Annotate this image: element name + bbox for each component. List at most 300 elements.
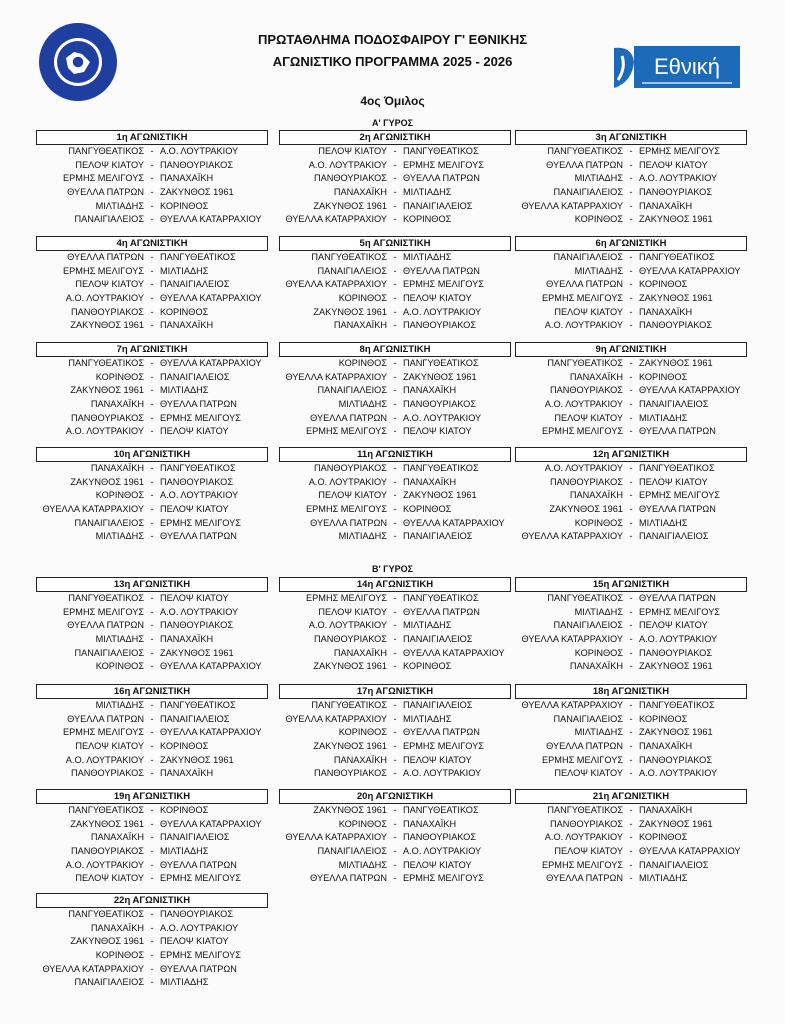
fixture-separator: - — [629, 661, 633, 672]
home-team: ΠΑΝΓΥΘΕΑΤΙΚΟΣ — [547, 805, 623, 815]
away-team: ΜΙΛΤΙΑΔΗΣ — [639, 412, 688, 423]
fixture-separator: - — [393, 517, 397, 528]
away-team: ΠΑΝΓΥΘΕΑΤΙΚΟΣ — [403, 593, 479, 603]
fixture-row — [515, 384, 747, 398]
matchday-block — [36, 236, 268, 333]
home-team: ΠΑΝΑΙΓΙΑΛΕΙΟΣ — [553, 713, 623, 724]
home-team: ΠΑΝΑΙΓΙΑΛΕΙΟΣ — [74, 977, 144, 988]
away-team: ΠΑΝΑΙΓΙΑΛΕΙΟΣ — [639, 399, 709, 410]
home-team: ΚΟΡΙΝΘΟΣ — [574, 517, 623, 528]
home-team: ΠΕΛΟΨ ΚΙΑΤΟΥ — [75, 741, 144, 752]
away-team: ΜΙΛΤΙΑΔΗΣ — [160, 977, 209, 988]
home-team: ΠΕΛΟΨ ΚΙΑΤΟΥ — [554, 768, 623, 779]
away-team: ΜΙΛΤΙΑΔΗΣ — [160, 265, 209, 276]
fixture-row — [36, 278, 268, 292]
away-team: ΘΥΕΛΛΑ ΚΑΤΑΡΡΑΧΙΟΥ — [160, 293, 262, 304]
matchday-block — [279, 577, 511, 674]
matchday-title: 16η ΑΓΩΝΙΣΤΙΚΗ — [36, 684, 268, 699]
fixture-separator: - — [150, 412, 154, 423]
fixture-row — [36, 804, 268, 818]
fixture-separator: - — [150, 754, 154, 765]
fixture-row — [515, 357, 747, 371]
away-team: ΚΟΡΙΝΘΟΣ — [403, 661, 452, 672]
home-team: ΠΑΝΓΥΘΕΑΤΙΚΟΣ — [68, 146, 144, 156]
away-team: ΚΟΡΙΝΘΟΣ — [639, 279, 688, 290]
fixture-separator: - — [150, 159, 154, 170]
home-team: ΜΙΛΤΙΑΔΗΣ — [338, 531, 387, 542]
matchday-title: 10η ΑΓΩΝΙΣΤΙΚΗ — [36, 447, 268, 462]
fixture-row — [36, 306, 268, 320]
round-label-first: Α' ΓΥΡΟΣ — [372, 118, 413, 128]
fixture-row — [36, 949, 268, 963]
home-team: ΠΑΝΑΙΓΙΑΛΕΙΟΣ — [74, 214, 144, 225]
matchday-block — [279, 447, 511, 544]
fixture-row — [279, 265, 511, 279]
fixture-separator: - — [150, 873, 154, 884]
fixture-row — [515, 371, 747, 385]
home-team: ΠΑΝΘΟΥΡΙΑΚΟΣ — [313, 173, 387, 184]
home-team: ΠΑΝΑΙΓΙΑΛΕΙΟΣ — [74, 647, 144, 658]
fixture-row — [279, 530, 511, 544]
home-team: ΠΑΝΑΧΑΪΚΗ — [90, 832, 144, 843]
fixture-row — [36, 213, 268, 227]
home-team: Α.Ο. ΛΟΥΤΡΑΚΙΟΥ — [544, 399, 623, 410]
page-title: ΠΡΩΤΑΘΛΗΜΑ ΠΟΔΟΣΦΑΙΡΟΥ Γ' ΕΘΝΙΚΗΣ — [257, 32, 528, 47]
fixture-row — [36, 818, 268, 832]
home-team: ΠΑΝΑΧΑΪΚΗ — [569, 490, 623, 501]
fixture-row — [515, 200, 747, 214]
fixture-separator: - — [150, 977, 154, 988]
fixture-row — [279, 251, 511, 265]
home-team: ΖΑΚΥΝΘΟΣ 1961 — [70, 818, 144, 829]
home-team: ΠΕΛΟΨ ΚΙΑΤΟΥ — [75, 279, 144, 290]
fixture-separator: - — [393, 531, 397, 542]
fixture-row — [515, 699, 747, 713]
fixture-separator: - — [393, 293, 397, 304]
home-team: ΚΟΡΙΝΘΟΣ — [95, 661, 144, 672]
away-team: ΠΑΝΘΟΥΡΙΑΚΟΣ — [160, 620, 234, 631]
matchday-block — [515, 577, 747, 674]
fixture-separator: - — [629, 713, 633, 724]
away-team: ΚΟΡΙΝΘΟΣ — [160, 306, 209, 317]
home-team: ΠΑΝΘΟΥΡΙΑΚΟΣ — [313, 463, 387, 473]
home-team: ΘΥΕΛΛΑ ΠΑΤΡΩΝ — [546, 741, 623, 752]
away-team: ΠΑΝΑΙΓΙΑΛΕΙΟΣ — [639, 859, 709, 870]
fixture-separator: - — [629, 593, 633, 603]
away-team: ΠΑΝΓΥΘΕΑΤΙΚΟΣ — [639, 252, 715, 262]
home-team: ΘΥΕΛΛΑ ΚΑΤΑΡΡΑΧΙΟΥ — [285, 832, 387, 843]
fixture-row — [515, 306, 747, 320]
away-team: ΖΑΚΥΝΘΟΣ 1961 — [639, 293, 713, 304]
away-team: ΠΑΝΑΧΑΪΚΗ — [160, 173, 214, 184]
fixture-row — [279, 213, 511, 227]
home-team: ΚΟΡΙΝΘΟΣ — [95, 950, 144, 961]
matchday-title: 20η ΑΓΩΝΙΣΤΙΚΗ — [279, 789, 511, 804]
away-team: ΜΙΛΤΙΑΔΗΣ — [160, 385, 209, 396]
home-team: Α.Ο. ΛΟΥΤΡΑΚΙΟΥ — [65, 859, 144, 870]
away-team: ΠΑΝΘΟΥΡΙΑΚΟΣ — [639, 187, 713, 198]
fixture-separator: - — [629, 531, 633, 542]
home-team: ΠΑΝΓΥΘΕΑΤΙΚΟΣ — [68, 593, 144, 603]
fixture-separator: - — [629, 293, 633, 304]
fixture-separator: - — [150, 936, 154, 947]
fixture-row — [36, 517, 268, 531]
fixture-separator: - — [393, 634, 397, 645]
fixture-row — [279, 384, 511, 398]
away-team: ΠΕΛΟΨ ΚΙΑΤΟΥ — [160, 593, 229, 603]
away-team: ΖΑΚΥΝΘΟΣ 1961 — [160, 647, 234, 658]
fixture-separator: - — [150, 950, 154, 961]
matchday-title: 17η ΑΓΩΝΙΣΤΙΚΗ — [279, 684, 511, 699]
fixture-row — [279, 831, 511, 845]
away-team: ΕΡΜΗΣ ΜΕΛΙΓΟΥΣ — [639, 606, 720, 617]
away-team: ΘΥΕΛΛΑ ΚΑΤΑΡΡΑΧΙΟΥ — [403, 647, 505, 658]
fixture-row — [279, 159, 511, 173]
home-team: ΠΕΛΟΨ ΚΙΑΤΟΥ — [75, 159, 144, 170]
fixture-separator: - — [629, 187, 633, 198]
home-team: ΖΑΚΥΝΘΟΣ 1961 — [70, 320, 144, 331]
away-team: ΠΑΝΓΥΘΕΑΤΙΚΟΣ — [639, 463, 715, 473]
home-team: ΕΡΜΗΣ ΜΕΛΙΓΟΥΣ — [542, 859, 623, 870]
away-team: ΘΥΕΛΛΑ ΚΑΤΑΡΡΑΧΙΟΥ — [639, 846, 741, 857]
matchday-block — [515, 130, 747, 227]
fixture-separator: - — [393, 661, 397, 672]
matchday-block — [515, 447, 747, 544]
matchday-block — [36, 789, 268, 886]
fixture-row — [36, 186, 268, 200]
matchday-title: 14η ΑΓΩΝΙΣΤΙΚΗ — [279, 577, 511, 592]
fixture-separator: - — [150, 293, 154, 304]
fixture-separator: - — [150, 846, 154, 857]
away-team: ΠΑΝΘΟΥΡΙΑΚΟΣ — [403, 320, 477, 331]
away-team: Α.Ο. ΛΟΥΤΡΑΚΙΟΥ — [160, 922, 239, 933]
fixture-row — [279, 503, 511, 517]
away-team: Α.Ο. ΛΟΥΤΡΑΚΙΟΥ — [403, 846, 482, 857]
fixture-row — [279, 845, 511, 859]
fixture-separator: - — [150, 531, 154, 542]
away-team: ΜΙΛΤΙΑΔΗΣ — [403, 187, 452, 198]
matchday-title: 8η ΑΓΩΝΙΣΤΙΚΗ — [279, 342, 511, 357]
fixture-row — [279, 145, 511, 159]
fixture-separator: - — [150, 634, 154, 645]
fixture-row — [36, 412, 268, 426]
home-team: ΠΑΝΓΥΘΕΑΤΙΚΟΣ — [547, 593, 623, 603]
fixture-separator: - — [150, 399, 154, 410]
fixture-separator: - — [629, 200, 633, 211]
home-team: ΖΑΚΥΝΘΟΣ 1961 — [313, 306, 387, 317]
home-team: ΕΡΜΗΣ ΜΕΛΙΓΟΥΣ — [542, 293, 623, 304]
away-team: ΘΥΕΛΛΑ ΠΑΤΡΩΝ — [160, 963, 237, 974]
ethniki-logo-text: Εθνική — [653, 54, 721, 79]
fixture-separator: - — [150, 426, 154, 437]
home-team: ΕΡΜΗΣ ΜΕΛΙΓΟΥΣ — [63, 265, 144, 276]
home-team: Α.Ο. ΛΟΥΤΡΑΚΙΟΥ — [544, 320, 623, 331]
home-team: ΠΑΝΑΧΑΪΚΗ — [569, 661, 623, 672]
away-team: ΘΥΕΛΛΑ ΚΑΤΑΡΡΑΧΙΟΥ — [639, 265, 741, 276]
home-team: ΘΥΕΛΛΑ ΚΑΤΑΡΡΑΧΙΟΥ — [42, 963, 144, 974]
fixture-separator: - — [393, 832, 397, 843]
away-team: ΠΑΝΘΟΥΡΙΑΚΟΣ — [403, 832, 477, 843]
fixture-separator: - — [629, 173, 633, 184]
away-team: ΜΙΛΤΙΑΔΗΣ — [403, 713, 452, 724]
fixture-separator: - — [629, 634, 633, 645]
home-team: ΠΑΝΑΙΓΙΑΛΕΙΟΣ — [74, 517, 144, 528]
home-team: ΘΥΕΛΛΑ ΠΑΤΡΩΝ — [546, 279, 623, 290]
fixture-separator: - — [393, 279, 397, 290]
home-team: ΠΑΝΘΟΥΡΙΑΚΟΣ — [549, 385, 623, 396]
fixture-row — [515, 278, 747, 292]
fixture-row — [279, 278, 511, 292]
fixture-separator: - — [393, 412, 397, 423]
fixture-row — [279, 517, 511, 531]
fixture-row — [279, 818, 511, 832]
fixture-row — [515, 489, 747, 503]
home-team: ΠΑΝΑΧΑΪΚΗ — [90, 463, 144, 473]
away-team: ΜΙΛΤΙΑΔΗΣ — [403, 620, 452, 631]
home-team: ΜΙΛΤΙΑΔΗΣ — [574, 727, 623, 738]
fixture-row — [515, 503, 747, 517]
fixture-separator: - — [393, 873, 397, 884]
away-team: ΖΑΚΥΝΘΟΣ 1961 — [639, 358, 713, 368]
fixture-row — [515, 872, 747, 886]
home-team: ΠΑΝΘΟΥΡΙΑΚΟΣ — [70, 412, 144, 423]
away-team: ΕΡΜΗΣ ΜΕΛΙΓΟΥΣ — [160, 517, 241, 528]
away-team: ΠΑΝΓΥΘΕΑΤΙΚΟΣ — [403, 805, 479, 815]
fixture-separator: - — [629, 385, 633, 396]
fixture-row — [279, 754, 511, 768]
fixture-separator: - — [150, 200, 154, 211]
fixture-separator: - — [629, 768, 633, 779]
away-team: ΠΕΛΟΨ ΚΙΑΤΟΥ — [403, 426, 472, 437]
fixture-separator: - — [150, 727, 154, 738]
fixture-row — [36, 592, 268, 606]
fixture-separator: - — [629, 490, 633, 501]
fixture-row — [36, 398, 268, 412]
away-team: ΠΑΝΓΥΘΕΑΤΙΚΟΣ — [403, 358, 479, 368]
fixture-row — [279, 592, 511, 606]
home-team: ΠΑΝΓΥΘΕΑΤΙΚΟΣ — [68, 909, 144, 919]
home-team: ΕΡΜΗΣ ΜΕΛΙΓΟΥΣ — [306, 593, 387, 603]
home-team: ΘΥΕΛΛΑ ΠΑΤΡΩΝ — [546, 159, 623, 170]
fixture-separator: - — [150, 476, 154, 487]
matchday-block — [279, 236, 511, 333]
away-team: Α.Ο. ΛΟΥΤΡΑΚΙΟΥ — [403, 306, 482, 317]
fixture-row — [36, 292, 268, 306]
away-team: ΘΥΕΛΛΑ ΠΑΤΡΩΝ — [403, 606, 480, 617]
fixture-separator: - — [393, 504, 397, 515]
home-team: ΘΥΕΛΛΑ ΠΑΤΡΩΝ — [310, 412, 387, 423]
fixture-separator: - — [629, 358, 633, 368]
fixture-row — [279, 726, 511, 740]
fixture-separator: - — [629, 214, 633, 225]
fixture-separator: - — [393, 754, 397, 765]
away-team: ΘΥΕΛΛΑ ΠΑΤΡΩΝ — [403, 173, 480, 184]
fixture-separator: - — [150, 859, 154, 870]
fixture-separator: - — [150, 768, 154, 779]
away-team: ΖΑΚΥΝΘΟΣ 1961 — [160, 754, 234, 765]
fixture-row — [36, 633, 268, 647]
fixture-separator: - — [393, 768, 397, 779]
away-team: Α.Ο. ΛΟΥΤΡΑΚΙΟΥ — [160, 490, 239, 501]
home-team: ΠΑΝΑΧΑΪΚΗ — [333, 647, 387, 658]
fixture-row — [515, 265, 747, 279]
home-team: ΘΥΕΛΛΑ ΚΑΤΑΡΡΑΧΙΟΥ — [521, 200, 623, 211]
away-team: ΘΥΕΛΛΑ ΚΑΤΑΡΡΑΧΙΟΥ — [160, 214, 262, 225]
home-team: ΠΑΝΓΥΘΕΑΤΙΚΟΣ — [68, 358, 144, 368]
home-team: ΚΟΡΙΝΘΟΣ — [574, 647, 623, 658]
fixture-row — [515, 186, 747, 200]
away-team: ΠΑΝΑΧΑΪΚΗ — [639, 306, 693, 317]
home-team: ΜΙΛΤΙΑΔΗΣ — [95, 634, 144, 645]
fixture-separator: - — [393, 358, 397, 368]
fixture-separator: - — [393, 371, 397, 382]
fixture-separator: - — [150, 818, 154, 829]
fixture-separator: - — [629, 306, 633, 317]
fixture-row — [279, 489, 511, 503]
fixture-row — [279, 292, 511, 306]
fixture-row — [279, 804, 511, 818]
matchday-title: 13η ΑΓΩΝΙΣΤΙΚΗ — [36, 577, 268, 592]
away-team: ΘΥΕΛΛΑ ΠΑΤΡΩΝ — [639, 426, 716, 437]
home-team: ΖΑΚΥΝΘΟΣ 1961 — [70, 476, 144, 487]
home-team: ΘΥΕΛΛΑ ΠΑΤΡΩΝ — [310, 873, 387, 884]
home-team: ΠΑΝΓΥΘΕΑΤΙΚΟΣ — [311, 700, 387, 710]
fixture-row — [515, 804, 747, 818]
fixture-row — [36, 726, 268, 740]
fixture-separator: - — [629, 320, 633, 331]
away-team: ΕΡΜΗΣ ΜΕΛΙΓΟΥΣ — [403, 159, 484, 170]
matchday-title: 6η ΑΓΩΝΙΣΤΙΚΗ — [515, 236, 747, 251]
fixture-separator: - — [629, 412, 633, 423]
away-team: ΘΥΕΛΛΑ ΚΑΤΑΡΡΑΧΙΟΥ — [160, 661, 262, 672]
away-team: ΜΙΛΤΙΑΔΗΣ — [639, 873, 688, 884]
fixture-row — [515, 159, 747, 173]
home-team: ΠΑΝΓΥΘΕΑΤΙΚΟΣ — [547, 146, 623, 156]
away-team: ΘΥΕΛΛΑ ΠΑΤΡΩΝ — [403, 265, 480, 276]
fixture-row — [279, 306, 511, 320]
away-team: ΚΟΡΙΝΘΟΣ — [403, 504, 452, 515]
fixture-row — [515, 713, 747, 727]
matchday-block — [279, 342, 511, 439]
home-team: ΠΑΝΘΟΥΡΙΑΚΟΣ — [70, 846, 144, 857]
away-team: ΠΑΝΑΙΓΙΑΛΕΙΟΣ — [160, 279, 230, 290]
home-team: ΠΕΛΟΨ ΚΙΑΤΟΥ — [554, 306, 623, 317]
fixture-separator: - — [393, 700, 397, 710]
away-team: ΘΥΕΛΛΑ ΠΑΤΡΩΝ — [160, 859, 237, 870]
round-label-second: Β' ΓΥΡΟΣ — [372, 564, 413, 574]
away-team: ΠΕΛΟΨ ΚΙΑΤΟΥ — [160, 426, 229, 437]
matchday-title: 15η ΑΓΩΝΙΣΤΙΚΗ — [515, 577, 747, 592]
fixture-separator: - — [629, 371, 633, 382]
fixture-separator: - — [629, 279, 633, 290]
fixture-row — [515, 412, 747, 426]
fixture-separator: - — [150, 265, 154, 276]
fixture-row — [279, 425, 511, 439]
away-team: Α.Ο. ΛΟΥΤΡΑΚΙΟΥ — [160, 146, 239, 156]
away-team: ΠΑΝΑΧΑΪΚΗ — [160, 320, 214, 331]
home-team: ΚΟΡΙΝΘΟΣ — [95, 371, 144, 382]
away-team: ΜΙΛΤΙΑΔΗΣ — [160, 846, 209, 857]
fixture-row — [515, 647, 747, 661]
fixture-row — [515, 592, 747, 606]
fixture-separator: - — [150, 700, 154, 710]
home-team: ΕΡΜΗΣ ΜΕΛΙΓΟΥΣ — [63, 173, 144, 184]
fixture-row — [279, 186, 511, 200]
fixture-row — [515, 754, 747, 768]
fixture-row — [36, 922, 268, 936]
away-team: ΠΑΝΓΥΘΕΑΤΙΚΟΣ — [160, 700, 236, 710]
fixture-separator: - — [393, 490, 397, 501]
away-team: ΘΥΕΛΛΑ ΚΑΤΑΡΡΑΧΙΟΥ — [403, 517, 505, 528]
fixture-separator: - — [150, 146, 154, 156]
fixture-separator: - — [393, 593, 397, 603]
home-team: Α.Ο. ΛΟΥΤΡΑΚΙΟΥ — [544, 832, 623, 843]
matchday-block — [36, 577, 268, 674]
away-team: ΠΑΝΘΟΥΡΙΑΚΟΣ — [639, 754, 713, 765]
fixture-separator: - — [629, 517, 633, 528]
away-team: ΠΑΝΓΥΘΕΑΤΙΚΟΣ — [639, 700, 715, 710]
home-team: ΠΕΛΟΨ ΚΙΑΤΟΥ — [554, 846, 623, 857]
fixture-row — [279, 371, 511, 385]
matchday-title: 18η ΑΓΩΝΙΣΤΙΚΗ — [515, 684, 747, 699]
fixture-row — [36, 489, 268, 503]
fixture-row — [279, 319, 511, 333]
home-team: ΕΡΜΗΣ ΜΕΛΙΓΟΥΣ — [63, 727, 144, 738]
home-team: ΠΑΝΘΟΥΡΙΑΚΟΣ — [313, 768, 387, 779]
away-team: ΕΡΜΗΣ ΜΕΛΙΓΟΥΣ — [160, 412, 241, 423]
fixture-row — [279, 872, 511, 886]
away-team: ΕΡΜΗΣ ΜΕΛΙΓΟΥΣ — [403, 279, 484, 290]
away-team: ΠΑΝΓΥΘΕΑΤΙΚΟΣ — [160, 252, 236, 262]
fixture-row — [279, 200, 511, 214]
fixture-separator: - — [150, 713, 154, 724]
home-team: ΘΥΕΛΛΑ ΠΑΤΡΩΝ — [67, 252, 144, 262]
home-team: ΘΥΕΛΛΑ ΠΑΤΡΩΝ — [67, 713, 144, 724]
home-team: ΕΡΜΗΣ ΜΕΛΙΓΟΥΣ — [542, 754, 623, 765]
home-team: Α.Ο. ΛΟΥΤΡΑΚΙΟΥ — [308, 159, 387, 170]
away-team: ΠΑΝΑΧΑΪΚΗ — [403, 818, 457, 829]
matchday-block — [515, 342, 747, 439]
fixture-separator: - — [150, 504, 154, 515]
fixture-separator: - — [629, 620, 633, 631]
fixture-separator: - — [629, 399, 633, 410]
fixture-separator: - — [393, 306, 397, 317]
home-team: ΠΑΝΘΟΥΡΙΑΚΟΣ — [70, 768, 144, 779]
away-team: ΚΟΡΙΝΘΟΣ — [160, 805, 209, 815]
away-team: ΜΙΛΤΙΑΔΗΣ — [639, 517, 688, 528]
home-team: ΜΙΛΤΙΑΔΗΣ — [95, 700, 144, 710]
fixture-separator: - — [150, 832, 154, 843]
fixture-row — [36, 767, 268, 781]
matchday-title: 22η ΑΓΩΝΙΣΤΙΚΗ — [36, 893, 268, 908]
fixture-separator: - — [393, 385, 397, 396]
home-team: ΜΙΛΤΙΑΔΗΣ — [338, 859, 387, 870]
home-team: ΕΡΜΗΣ ΜΕΛΙΓΟΥΣ — [542, 426, 623, 437]
home-team: ΘΥΕΛΛΑ ΚΑΤΑΡΡΑΧΙΟΥ — [285, 279, 387, 290]
home-team: ΠΑΝΑΧΑΪΚΗ — [90, 922, 144, 933]
fixture-separator: - — [629, 818, 633, 829]
away-team: ΠΑΝΘΟΥΡΙΑΚΟΣ — [160, 909, 234, 919]
fixture-separator: - — [150, 279, 154, 290]
home-team: ΠΑΝΘΟΥΡΙΑΚΟΣ — [549, 476, 623, 487]
home-team: ΠΑΝΘΟΥΡΙΑΚΟΣ — [70, 306, 144, 317]
fixture-row — [279, 859, 511, 873]
fixture-separator: - — [393, 741, 397, 752]
fixture-row — [279, 767, 511, 781]
home-team: ΜΙΛΤΙΑΔΗΣ — [574, 265, 623, 276]
fixture-separator: - — [629, 805, 633, 815]
fixture-row — [36, 699, 268, 713]
